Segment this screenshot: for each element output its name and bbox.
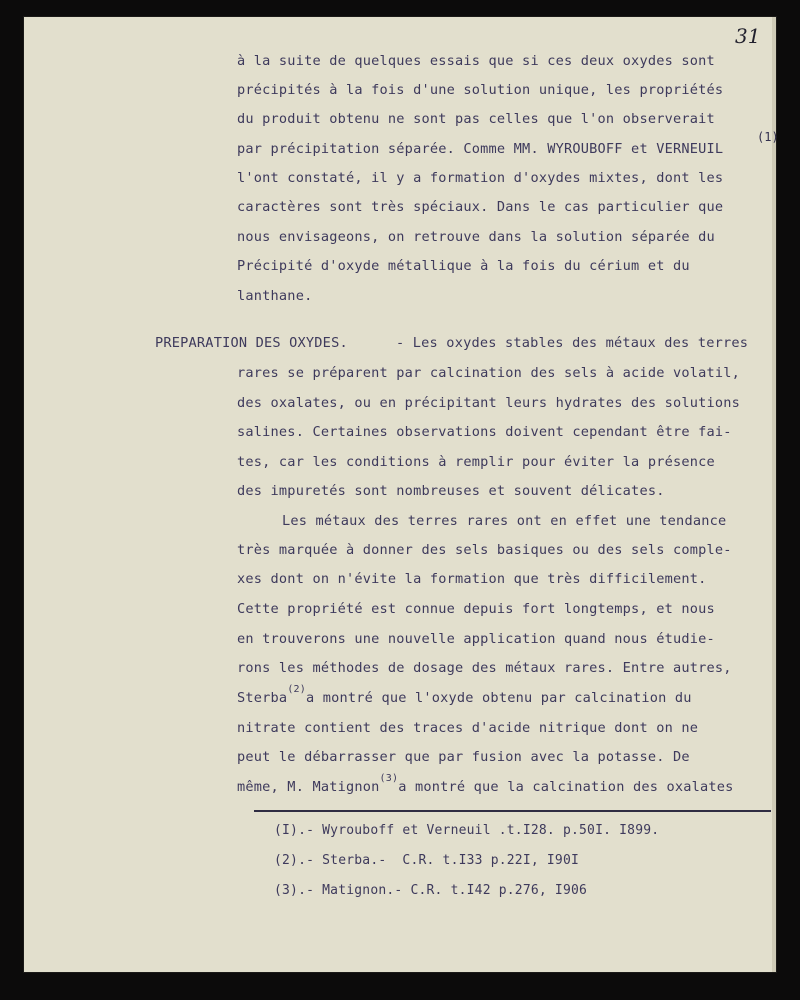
footnote: (3).- Matignon.- C.R. t.I42 p.276, I906 bbox=[274, 883, 588, 898]
text-line: Les métaux des terres rares ont en effet une tendance bbox=[282, 513, 727, 529]
text-line: lanthane. bbox=[237, 288, 313, 304]
text-line: nous envisageons, on retrouve dans la solution séparée du bbox=[237, 229, 715, 245]
text-line: l'ont constaté, il y a formation d'oxydes mixtes, dont les bbox=[237, 170, 724, 186]
text-line bbox=[237, 684, 692, 706]
text-line: précipités à la fois d'une solution unique, les propriétés bbox=[237, 82, 724, 98]
text-line: du produit obtenu ne sont pas celles que l'on observerait bbox=[237, 111, 715, 127]
section-heading: PREPARATION DES OXYDES. bbox=[155, 335, 348, 351]
text-line: salines. Certaines observations doivent cependant être fai- bbox=[237, 424, 732, 440]
footnote-reference: (3) bbox=[379, 773, 399, 784]
footnote-reference: (2) bbox=[287, 684, 306, 695]
text-run: a montré que la calcination des oxalates bbox=[398, 779, 734, 795]
footnote-divider bbox=[254, 810, 771, 812]
text-line: rares se préparent par calcination des sels à acide volatil, bbox=[237, 365, 741, 381]
text-line: tes, car les conditions à remplir pour éviter la présence bbox=[237, 454, 715, 470]
text-line: des impuretés sont nombreuses et souvent délicates. bbox=[237, 483, 665, 499]
text-line: par précipitation séparée. Comme MM. WYROUBOFF et VERNEUIL bbox=[237, 141, 724, 157]
text-line bbox=[237, 773, 734, 795]
text-line: à la suite de quelques essais que si ces deux oxydes sont bbox=[237, 53, 715, 69]
text-line: nitrate contient des traces d'acide nitrique dont on ne bbox=[237, 720, 699, 736]
text-line: en trouverons une nouvelle application quand nous étudie- bbox=[237, 631, 715, 647]
page-edge bbox=[772, 17, 776, 972]
text-line: peut le débarrasser que par fusion avec la potasse. De bbox=[237, 749, 690, 765]
text-run: a montré que l'oxyde obtenu par calcination du bbox=[305, 690, 692, 706]
text-line: caractères sont très spéciaux. Dans le cas particulier que bbox=[237, 199, 724, 215]
text-run: Sterba bbox=[237, 690, 288, 706]
text-line: rons les méthodes de dosage des métaux rares. Entre autres, bbox=[237, 660, 732, 676]
text-line: Cette propriété est connue depuis fort longtemps, et nous bbox=[237, 601, 715, 617]
text-run: même, M. Matignon bbox=[237, 779, 380, 795]
page-number: 31 bbox=[735, 24, 761, 48]
text-line: Précipité d'oxyde métallique à la fois du cérium et du bbox=[237, 258, 690, 274]
footnote: (2).- Sterba.- C.R. t.I33 p.22I, I90I bbox=[274, 853, 580, 868]
text-line: des oxalates, ou en précipitant leurs hydrates des solutions bbox=[237, 395, 741, 411]
footnote: (I).- Wyrouboff et Verneuil .t.I28. p.50I. I899. bbox=[274, 823, 660, 838]
text-line: xes dont on n'évite la formation que très difficilement. bbox=[237, 571, 707, 587]
text-line: - Les oxydes stables des métaux des terres bbox=[396, 335, 749, 351]
text-line: très marquée à donner des sels basiques ou des sels comple- bbox=[237, 542, 732, 558]
margin-footnote-marker: (1) bbox=[757, 130, 779, 144]
